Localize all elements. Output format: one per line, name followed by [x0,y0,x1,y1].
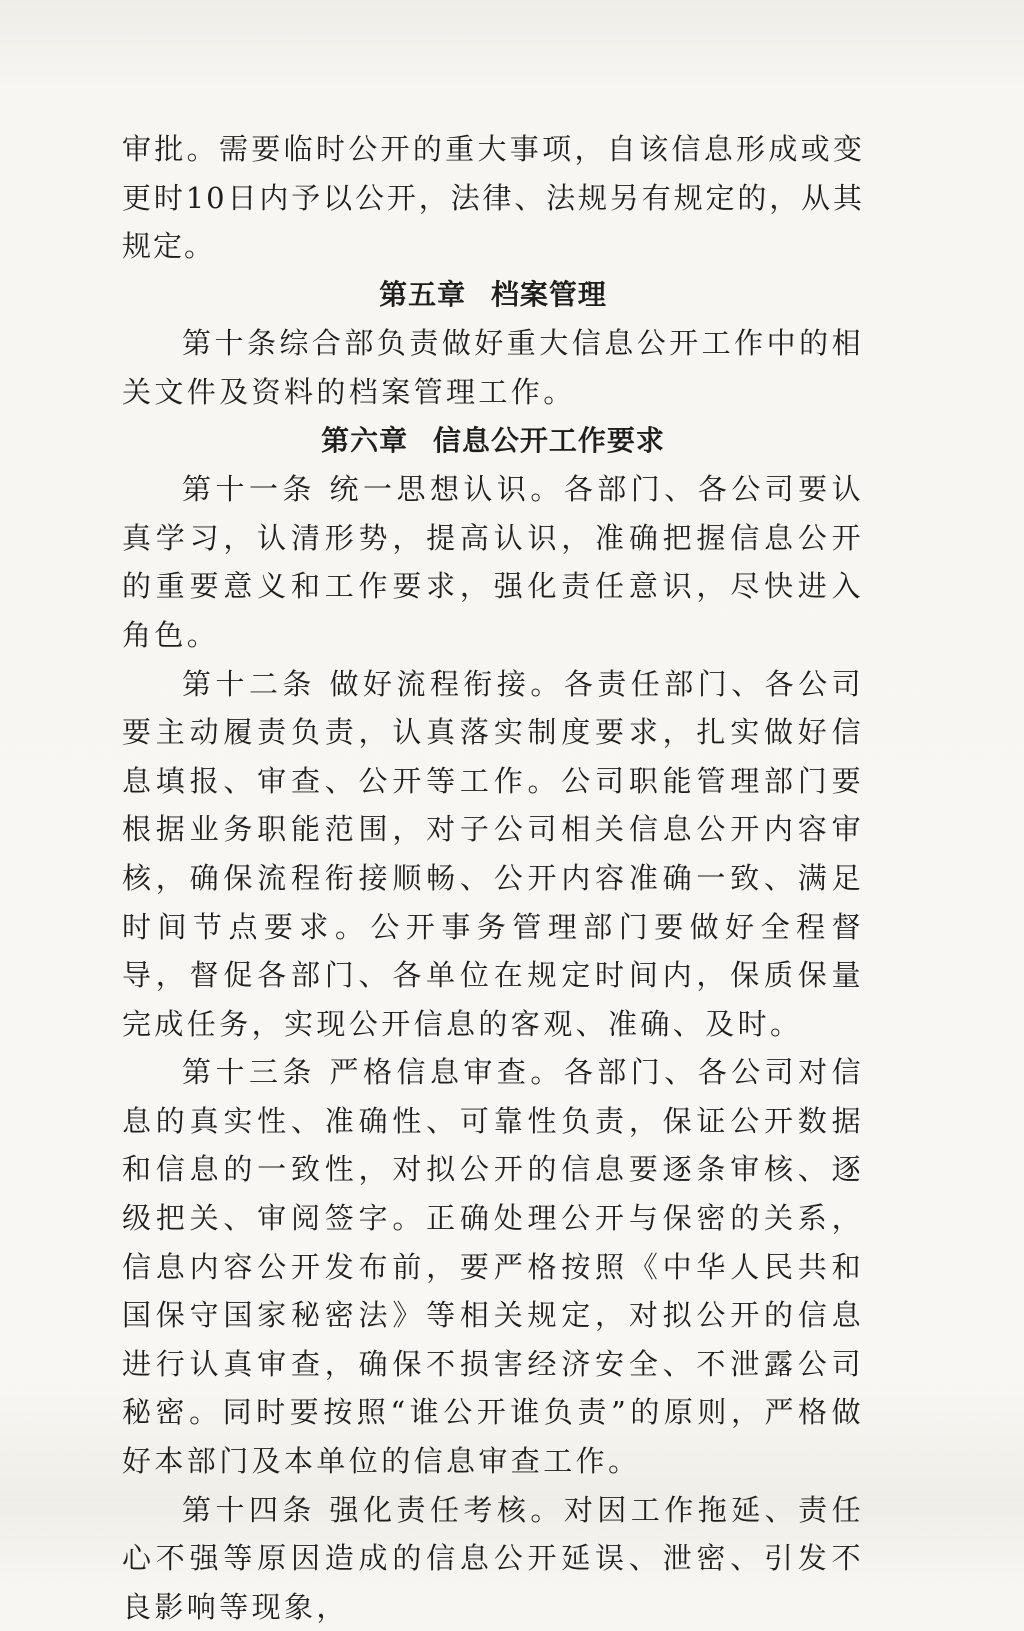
article-13: 第十三条 严格信息审查。各部门、各公司对信息的真实性、准确性、可靠性负责，保证公开数据和信息的一致性，对拟公开的信息要逐条审核、逐级把关、审阅签字。正确处理公开与保密的关系，信息内容公开发布前，要严格按照《中华人民共和国保守国家秘密法》等相关规定，对拟公开的信息进行认真审查，确保不损害经济安全、不泄露公司秘密。同时要按照“谁公开谁负责”的原则，严格做好本部门及本单位的信息审查工作。 [122,1055,864,1479]
article-11: 第十一条 统一思想认识。各部门、各公司要认真学习，认清形势，提高认识，准确把握信息公开的重要意义和工作要求，强化责任意识，尽快进入角色。 [122,472,864,652]
article-10: 第十条综合部负责做好重大信息公开工作中的相关文件及资料的档案管理工作。 [122,326,864,409]
article-12: 第十二条 做好流程衔接。各责任部门、各公司要主动履责负责，认真落实制度要求，扎实做好信息填报、审查、公开等工作。公司职能管理部门要根据业务职能范围，对子公司相关信息公开内容审核，确保流程衔接顺畅、公开内容准确一致、满足时间节点要求。公开事务管理部门要做好全程督导，督促各部门、各单位在规定时间内，保质保量完成任务，实现公开信息的客观、准确、及时。 [122,666,864,1041]
document-body [122,125,864,1631]
article-14: 第十四条 强化责任考核。对因工作拖延、责任心不强等原因造成的信息公开延误、泄密、引发不良影响等现象， [122,1492,864,1624]
chapter-heading-6: 第六章 信息公开工作要求 [321,423,665,457]
chapter-heading-5: 第五章 档案管理 [379,277,607,311]
paragraph-continuation: 审批。需要临时公开的重大事项，自该信息形成或变更时10日内予以公开，法律、法规另有规定的，从其规定。 [122,132,864,264]
